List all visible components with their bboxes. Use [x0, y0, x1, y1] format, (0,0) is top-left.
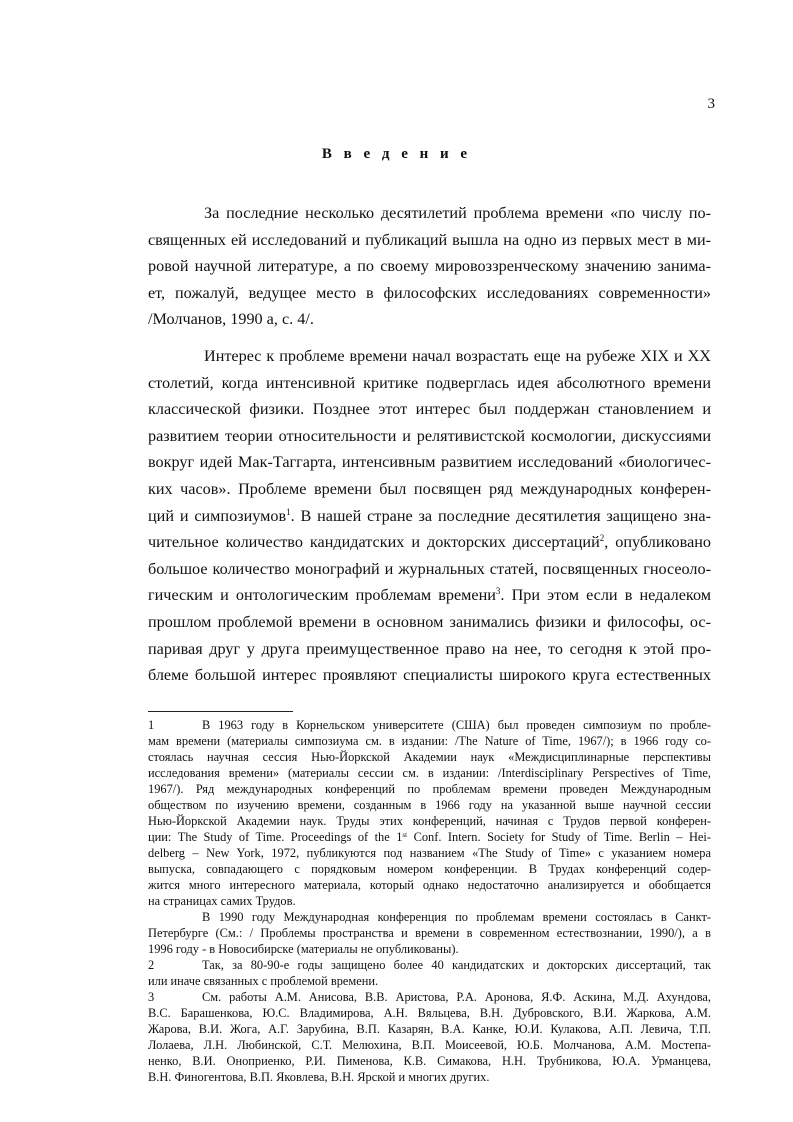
footnote-ref-3[interactable]: 3 [495, 586, 501, 597]
text-fragment: . В нашей стране за последние десятилетия защищено зна- [290, 506, 711, 525]
text-line: За последние несколько десятилетий проблема времени «по числу по- [204, 204, 711, 222]
footnote-line: 1996 году - в Новосибирске (материалы не опубликованы). [148, 942, 459, 956]
paragraph-2 [148, 343, 711, 689]
footnote-line: или иначе связанных с проблемой времени. [148, 974, 379, 988]
footnote-ref-1[interactable]: 1 [286, 506, 291, 517]
footnote-1 [148, 717, 711, 957]
text-fragment: См. работы А.М. Анисова, В.В. Аристова, Р.А. Аронова, Я.Ф. Аскина, М.Д. Ахундова, [202, 990, 711, 1004]
text-fragment: , опубликовано [604, 533, 712, 552]
paragraph-1 [148, 200, 711, 333]
text-line: /Молчанов, 1990 а, с. 4/. [148, 310, 314, 329]
section-title: В в е д е н и е [321, 146, 472, 162]
footnote-line: delberg – New York, 1972, публикуются под названием «The Study of Time» с указанием номера [148, 846, 711, 860]
footnote-number: 1 [148, 718, 155, 732]
page-number: 3 [707, 96, 715, 112]
text-line: прошлом проблемой времени в основном занимались физики и философы, ос- [148, 612, 711, 631]
footnote-line: Лолаева, Л.Н. Любинской, С.Т. Мелюхина, В.П. Моисеевой, Ю.Б. Молчанова, А.М. Мостепа- [148, 1038, 711, 1052]
text-line [148, 582, 711, 609]
footnote-line: Петербурге (См.: / Проблемы пространства и времени в современном естествознании, 1990/), а в [148, 926, 711, 940]
text-fragment: . При этом если в недалеком [500, 586, 711, 605]
text-line: паривая друг у друга преимущественное право на нее, то сегодня к этой про- [148, 639, 711, 658]
text-line: ких часов». Проблеме времени был посвящен ряд международных конферен- [148, 479, 711, 498]
footnote-line: В.С. Барашенкова, Ю.С. Владимирова, А.Н. Вяльцева, В.Н. Дубровского, В.И. Жаркова, А.М. [148, 1006, 711, 1020]
text-line: большое количество монографий и журнальных статей, посвященных гносеоло- [148, 559, 711, 578]
text-fragment: гическим и онтологическим проблемам времени [148, 586, 496, 605]
footnote-line: стоялась научная сессия Нью-Йоркской Академии наук «Междисциплинарные перспективы [148, 750, 711, 764]
footnote-line: 1967/). Ряд международных конференций по проблемам времени проведен Международным [148, 782, 711, 796]
footnote-line [148, 717, 711, 733]
footnote-2 [148, 957, 711, 989]
footnote-line: жится много интересного материала, который однако недостаточно анализируется и обобщается [148, 878, 711, 892]
footnote-line: выпуска, совпадающего с порядковым номером конференции. В Трудах конференций содер- [148, 862, 711, 876]
text-line: ет, пожалуй, ведущее место в философских исследованиях современности» [148, 283, 711, 302]
text-line: священных ей исследований и публикаций вышла на одно из первых мест в ми- [148, 230, 711, 249]
ordinal-suffix: st [402, 831, 408, 839]
text-line [148, 529, 711, 556]
main-text [148, 200, 711, 699]
footnote-line [148, 829, 711, 845]
text-fragment: Так, за 80-90-е годы защищено более 40 кандидатских и докторских диссертаций, так [202, 958, 711, 972]
text-fragment: В 1963 году в Корнельском университете (США) был проведен симпозиум по пробле- [202, 718, 711, 732]
footnote-line: на страницах самих Трудов. [148, 894, 296, 908]
text-line: Интерес к проблеме времени начал возрастать еще на рубеже XIX и XX [204, 346, 711, 365]
text-line: вокруг идей Мак-Таггарта, интенсивным развитием исследований «биологичес- [148, 453, 711, 472]
text-line: блеме большой интерес проявляют специалисты широкого круга естественных [148, 666, 711, 685]
footnote-line: мам времени (материалы симпозиума см. в издании: /The Nature of Time, 1967/); в 1966 году со- [148, 734, 711, 748]
text-line: классической физики. Позднее этот интерес был поддержан становлением и [148, 400, 711, 419]
footnote-number: 3 [148, 990, 155, 1004]
text-fragment: Conf. Intern. Society for Study of Time. Berlin – Hei- [407, 830, 711, 844]
footnote-line: исследования времени» (материалы сессии см. в издании: /Interdisciplinary Perspectives of Time, [148, 766, 711, 780]
footnote-3 [148, 989, 711, 1085]
footnote-ref-2[interactable]: 2 [599, 533, 605, 544]
footnote-line: В 1990 году Международная конференция по проблемам времени состоялась в Санкт- [202, 910, 711, 924]
footnote-line [148, 957, 711, 973]
footnote-number: 2 [148, 958, 155, 972]
text-line: развитием теории относительности и релятивистской космологии, дискуссиями [148, 426, 711, 445]
text-fragment: чительное количество кандидатских и докторских диссертаций [148, 533, 600, 552]
footnote-line: В.Н. Финогентова, В.П. Яковлева, В.Н. Ярской и многих других. [148, 1070, 490, 1084]
footnote-separator [148, 711, 293, 712]
text-line: столетий, когда интенсивной критике подверглась идея абсолютного времени [148, 373, 711, 392]
footnote-line: обществом по изучению времени, созданным в 1966 году на указанной выше научной сессии [148, 798, 711, 812]
footnote-line: Жарова, В.И. Жога, А.Г. Зарубина, В.П. Казарян, В.А. Канке, Ю.И. Кулакова, А.П. Левича, Т.П. [148, 1022, 711, 1036]
footnotes [148, 717, 711, 1085]
footnote-line: ненко, В.И. Оноприенко, Р.И. Пименова, К.В. Симакова, Н.Н. Трубникова, Ю.А. Урманцева, [148, 1054, 711, 1068]
text-line [148, 503, 711, 530]
footnote-line: Нью-Йоркской Академии наук. Труды этих конференций, начиная с Трудов первой конферен- [148, 814, 711, 828]
footnote-line [148, 989, 711, 1005]
text-fragment: ций и симпозиумов [148, 506, 287, 525]
text-line: ровой научной литературе, а по своему мировоззренческому значению занима- [148, 257, 711, 276]
text-fragment: ции: The Study of Time. Proceedings of the 1 [148, 830, 403, 844]
